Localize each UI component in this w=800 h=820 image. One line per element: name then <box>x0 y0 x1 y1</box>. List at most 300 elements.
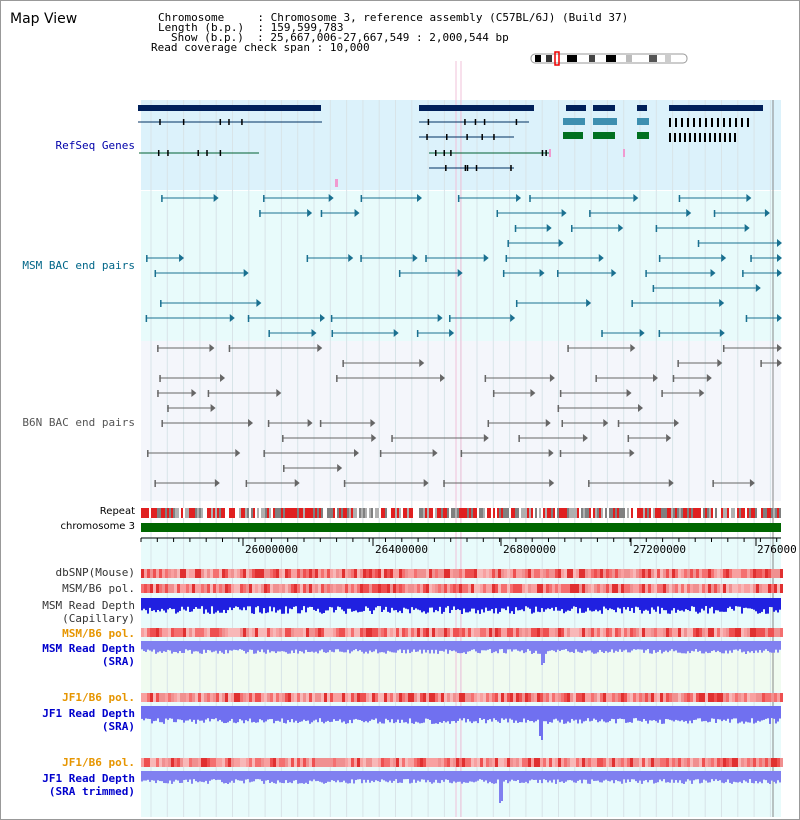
jf1-sra-depth-bar <box>243 706 245 723</box>
dbsnp-cell <box>669 569 672 578</box>
track-label-jf1-read-depth-sra-trimmed[interactable] <box>42 772 135 798</box>
jf1-b6-pol-cell <box>369 758 372 767</box>
jf1-sra-trimmed-depth-bar <box>713 771 715 781</box>
jf1-sra-trimmed-depth-bar <box>609 771 611 781</box>
jf1-sra-trimmed-depth-bar <box>317 771 319 781</box>
msm-b6-pol-cell <box>435 584 438 593</box>
jf1-sra-trimmed-depth-bar <box>545 771 547 780</box>
repeat-cell <box>147 508 149 518</box>
repeat-cell <box>453 508 455 518</box>
jf1-b6-pol-cell <box>426 758 429 767</box>
jf1-b6-pol-cell <box>549 758 552 767</box>
dbsnp-cell <box>144 569 147 578</box>
msm-sra-depth-bar <box>157 641 159 652</box>
msm-b6-pol-cell <box>384 584 387 593</box>
jf1-sra-trimmed-depth-bar <box>631 771 633 779</box>
jf1-b6-pol-cell <box>669 693 672 702</box>
msm-capillary-depth-bar <box>475 598 477 613</box>
msm-b6-pol-cell <box>357 628 360 637</box>
repeat-cell <box>295 508 297 518</box>
jf1-b6-pol-cell <box>480 693 483 702</box>
jf1-sra-trimmed-depth-bar <box>633 771 635 779</box>
msm-b6-pol-cell <box>627 584 630 593</box>
msm-sra-depth-bar <box>143 641 145 651</box>
msm-bac-pair-end <box>160 300 162 307</box>
track-label-msm-read-depth-sra[interactable] <box>42 642 135 668</box>
msm-b6-pol-cell <box>378 628 381 637</box>
repeat-cell <box>307 508 309 518</box>
dbsnp-cell <box>546 569 549 578</box>
track-label-msm-read-depth-capillary[interactable] <box>42 599 135 625</box>
msm-capillary-depth-bar <box>309 598 311 607</box>
jf1-sra-depth-bar <box>473 706 475 721</box>
jf1-sra-depth-bar <box>603 706 605 721</box>
msm-capillary-depth-bar <box>623 598 625 607</box>
jf1-b6-pol-cell <box>486 693 489 702</box>
msm-b6-pol-cell <box>495 628 498 637</box>
track-label-dbsnp[interactable] <box>56 566 135 579</box>
jf1-b6-pol-cell <box>375 693 378 702</box>
msm-b6-pol-cell <box>153 628 156 637</box>
dbsnp-cell <box>471 569 474 578</box>
dbsnp-cell <box>204 569 207 578</box>
msm-b6-pol-cell <box>495 584 498 593</box>
msm-capillary-depth-bar <box>693 598 695 607</box>
msm-b6-pol-cell <box>519 628 522 637</box>
msm-capillary-depth-bar <box>251 598 253 613</box>
exon <box>699 118 701 127</box>
jf1-b6-pol-cell <box>483 693 486 702</box>
track-label-jf1-read-depth-sra[interactable] <box>42 707 135 733</box>
jf1-b6-pol-cell <box>345 693 348 702</box>
msm-b6-pol-cell <box>243 628 246 637</box>
dbsnp-cell <box>312 569 315 578</box>
dbsnp-cell <box>660 569 663 578</box>
track-label-jf1-b6-pol-2[interactable] <box>62 756 135 769</box>
jf1-b6-pol-cell <box>291 693 294 702</box>
b6n-bac-pair-end <box>661 390 663 397</box>
repeat-cell <box>753 508 755 518</box>
msm-capillary-depth-bar <box>775 598 777 610</box>
msm-b6-pol-cell <box>219 628 222 637</box>
repeat-cell <box>429 508 431 518</box>
msm-b6-pol-cell <box>393 628 396 637</box>
jf1-sra-depth-bar <box>479 706 481 718</box>
repeat-cell <box>619 508 621 518</box>
jf1-sra-trimmed-depth-bar <box>235 771 237 779</box>
msm-sra-depth-bar <box>653 641 655 650</box>
jf1-sra-depth-bar <box>545 706 547 721</box>
dbsnp-cell <box>402 569 405 578</box>
msm-capillary-depth-bar <box>181 598 183 607</box>
jf1-b6-pol-cell <box>273 693 276 702</box>
jf1-sra-trimmed-depth-bar <box>563 771 565 783</box>
msm-b6-pol-cell <box>324 584 327 593</box>
jf1-sra-trimmed-depth-bar <box>181 771 183 783</box>
dbsnp-cell <box>552 569 555 578</box>
jf1-sra-trimmed-depth-bar <box>343 771 345 781</box>
msm-capillary-depth-bar <box>469 598 471 612</box>
dbsnp-cell <box>369 569 372 578</box>
jf1-sra-depth-bar <box>443 706 445 721</box>
msm-sra-depth-bar <box>259 641 261 652</box>
repeat-cell <box>521 508 523 518</box>
msm-b6-pol-cell <box>198 584 201 593</box>
jf1-sra-trimmed-depth-bar <box>581 771 583 783</box>
msm-sra-depth-bar <box>177 641 179 653</box>
jf1-b6-pol-cell <box>774 693 777 702</box>
msm-sra-depth-bar <box>287 641 289 654</box>
msm-sra-depth-bar <box>617 641 619 652</box>
jf1-b6-pol-cell <box>447 693 450 702</box>
msm-b6-pol-cell <box>723 584 726 593</box>
b6n-bac-pair-end <box>712 480 714 487</box>
msm-sra-depth-bar <box>579 641 581 652</box>
jf1-b6-pol-cell <box>564 758 567 767</box>
jf1-b6-pol-cell <box>156 758 159 767</box>
exon <box>705 118 707 127</box>
dbsnp-cell <box>690 569 693 578</box>
track-label-msm-b6-pol[interactable] <box>62 582 135 595</box>
msm-capillary-depth-bar <box>275 598 277 613</box>
msm-capillary-depth-bar <box>429 598 431 608</box>
msm-capillary-depth-bar <box>621 598 623 613</box>
jf1-sra-depth-bar <box>215 706 217 718</box>
msm-b6-pol-cell <box>534 628 537 637</box>
msm-capillary-depth-bar <box>659 598 661 614</box>
msm-bac-pair-end <box>331 315 333 322</box>
msm-capillary-depth-bar <box>609 598 611 608</box>
dbsnp-cell <box>636 569 639 578</box>
jf1-sra-depth-bar <box>741 706 743 721</box>
b6n-bac-pair-end <box>157 390 159 397</box>
jf1-b6-pol-cell <box>516 758 519 767</box>
jf1-b6-pol-cell <box>735 758 738 767</box>
msm-bac-pair-end <box>656 225 658 232</box>
dbsnp-cell <box>744 569 747 578</box>
jf1-b6-pol-cell <box>405 693 408 702</box>
exon <box>183 119 185 125</box>
msm-b6-pol-cell <box>543 584 546 593</box>
msm-capillary-depth-bar <box>423 598 425 611</box>
jf1-b6-pol-cell <box>729 758 732 767</box>
jf1-b6-pol-cell <box>474 758 477 767</box>
msm-b6-pol-cell <box>567 584 570 593</box>
repeat-cell <box>661 508 663 518</box>
jf1-sra-trimmed-depth-bar <box>173 771 175 782</box>
msm-b6-pol-cell <box>438 628 441 637</box>
repeat-cell <box>603 508 605 518</box>
jf1-sra-depth-bar <box>629 706 631 722</box>
msm-b6-pol-cell <box>162 584 165 593</box>
jf1-sra-trimmed-depth-bar <box>307 771 309 784</box>
msm-sra-depth-bar <box>199 641 201 653</box>
msm-sra-depth-bar <box>771 641 773 653</box>
jf1-b6-pol-cell <box>663 758 666 767</box>
jf1-b6-pol-cell <box>570 758 573 767</box>
msm-sra-depth-bar <box>395 641 397 653</box>
msm-sra-depth-bar <box>379 641 381 652</box>
jf1-sra-depth-bar <box>203 706 205 723</box>
repeat-cell <box>407 508 409 518</box>
repeat-cell <box>367 508 369 518</box>
msm-b6-pol-cell <box>546 584 549 593</box>
repeat-cell <box>531 508 533 518</box>
repeat-cell <box>189 508 191 518</box>
msm-sra-depth-bar <box>595 641 597 653</box>
jf1-b6-pol-cell <box>606 693 609 702</box>
msm-b6-pol-cell <box>525 584 528 593</box>
track-label-refseq-genes[interactable]: RefSeq Genes <box>55 139 135 152</box>
msm-b6-pol-cell <box>759 584 762 593</box>
msm-b6-pol-cell <box>441 584 444 593</box>
msm-sra-depth-bar <box>581 641 583 653</box>
jf1-b6-pol-cell <box>744 693 747 702</box>
msm-b6-pol-cell <box>669 628 672 637</box>
jf1-b6-pol-cell <box>372 758 375 767</box>
jf1-sra-depth-bar <box>197 706 199 720</box>
repeat-cell <box>423 508 425 518</box>
dbsnp-cell <box>504 569 507 578</box>
msm-sra-depth-bar <box>257 641 259 651</box>
jf1-sra-depth-bar <box>431 706 433 724</box>
repeat-cell <box>637 508 639 518</box>
msm-b6-pol-cell <box>270 584 273 593</box>
msm-capillary-depth-bar <box>497 598 499 614</box>
jf1-sra-trimmed-depth-bar <box>279 771 281 782</box>
dbsnp-cell <box>540 569 543 578</box>
jf1-b6-pol-cell <box>648 758 651 767</box>
jf1-sra-trimmed-depth-bar <box>601 771 603 782</box>
msm-b6-pol-cell <box>438 584 441 593</box>
msm-capillary-depth-bar <box>539 598 541 612</box>
dbsnp-cell <box>747 569 750 578</box>
msm-capillary-depth-bar <box>195 598 197 607</box>
exon <box>481 134 483 140</box>
jf1-b6-pol-cell <box>303 758 306 767</box>
msm-sra-depth-bar <box>521 641 523 650</box>
jf1-sra-depth-bar <box>635 706 637 718</box>
msm-b6-pol-cell <box>237 584 240 593</box>
msm-sra-depth-bar <box>527 641 529 649</box>
repeat-cell <box>757 508 759 518</box>
msm-sra-depth-bar <box>425 641 427 653</box>
jf1-b6-pol-cell <box>441 758 444 767</box>
jf1-sra-trimmed-depth-bar <box>445 771 447 779</box>
repeat-cell <box>405 508 407 518</box>
msm-b6-pol-cell <box>150 628 153 637</box>
repeat-cell <box>199 508 201 518</box>
msm-sra-depth-bar <box>643 641 645 653</box>
msm-sra-depth-bar <box>603 641 605 653</box>
msm-capillary-depth-bar <box>387 598 389 612</box>
repeat-cell <box>741 508 743 518</box>
msm-capillary-depth-bar <box>311 598 313 607</box>
jf1-b6-pol-cell <box>663 693 666 702</box>
msm-b6-pol-cell <box>558 584 561 593</box>
b6n-bac-pair-end <box>283 465 285 472</box>
jf1-sra-trimmed-depth-bar <box>621 771 623 784</box>
msm-b6-pol-cell <box>561 584 564 593</box>
jf1-sra-depth-bar <box>441 706 443 723</box>
msm-capillary-depth-bar <box>349 598 351 609</box>
msm-capillary-depth-bar <box>665 598 667 610</box>
jf1-b6-pol-cell <box>402 758 405 767</box>
jf1-b6-pol-cell <box>195 693 198 702</box>
b6n-bac-pair-end <box>677 360 679 367</box>
msm-b6-pol-cell <box>240 628 243 637</box>
jf1-sra-depth-bar <box>179 706 181 720</box>
jf1-b6-pol-cell <box>471 758 474 767</box>
jf1-sra-depth-bar <box>777 706 779 722</box>
jf1-sra-depth-bar <box>171 706 173 719</box>
msm-sra-depth-bar <box>347 641 349 650</box>
track-label-msm-bac[interactable]: MSM BAC end pairs <box>22 259 135 272</box>
repeat-cell <box>517 508 519 518</box>
jf1-sra-depth-bar <box>485 706 487 723</box>
msm-sra-depth-bar <box>273 641 275 651</box>
repeat-cell <box>415 508 417 518</box>
msm-b6-pol-cell <box>477 584 480 593</box>
jf1-sra-trimmed-depth-bar <box>157 771 159 780</box>
repeat-cell <box>169 508 171 518</box>
msm-capillary-depth-bar <box>563 598 565 613</box>
msm-b6-pol-cell <box>318 628 321 637</box>
jf1-sra-depth-bar <box>475 706 477 721</box>
jf1-b6-pol-cell <box>393 693 396 702</box>
msm-b6-pol-cell <box>228 584 231 593</box>
repeat-cell <box>421 508 423 518</box>
jf1-b6-pol-cell <box>681 693 684 702</box>
msm-sra-depth-bar <box>319 641 321 651</box>
axis-tick-label: 27200000 <box>633 543 686 556</box>
msm-capillary-depth-bar <box>531 598 533 614</box>
jf1-b6-pol-cell <box>363 758 366 767</box>
msm-capillary-depth-bar <box>209 598 211 614</box>
jf1-sra-trimmed-depth-bar <box>325 771 327 783</box>
repeat-cell <box>483 508 485 518</box>
msm-sra-depth-bar <box>487 641 489 650</box>
msm-sra-depth-bar <box>563 641 565 650</box>
jf1-b6-pol-cell <box>204 758 207 767</box>
msm-sra-depth-bar <box>459 641 461 653</box>
msm-b6-pol-cell <box>585 584 588 593</box>
jf1-sra-trimmed-depth-bar <box>323 771 325 784</box>
msm-capillary-depth-bar <box>321 598 323 614</box>
jf1-sra-depth-bar <box>269 706 271 719</box>
jf1-b6-pol-cell <box>318 693 321 702</box>
repeat-cell <box>501 508 503 518</box>
track-label-msm-b6-pol-2[interactable] <box>62 627 135 640</box>
b6n-bac-pair-end <box>461 450 463 457</box>
msm-b6-pol-cell <box>531 584 534 593</box>
msm-sra-depth-bar <box>457 641 459 653</box>
msm-b6-pol-cell <box>768 628 771 637</box>
jf1-sra-depth-bar <box>691 706 693 723</box>
jf1-b6-pol-cell <box>432 693 435 702</box>
repeat-cell <box>375 508 377 518</box>
repeat-cell <box>305 508 307 518</box>
msm-sra-depth-bar <box>285 641 287 652</box>
msm-bac-pair-end <box>571 225 573 232</box>
repeat-cell <box>331 508 333 518</box>
track-label-jf1-b6-pol[interactable] <box>62 691 135 704</box>
repeat-cell <box>551 508 553 518</box>
repeat-cell <box>163 508 165 518</box>
msm-capillary-depth-bar <box>351 598 353 612</box>
msm-capillary-depth-bar <box>689 598 691 611</box>
exon <box>729 133 731 142</box>
jf1-b6-pol-cell <box>204 693 207 702</box>
jf1-sra-depth-bar <box>625 706 627 723</box>
msm-b6-pol-cell <box>450 628 453 637</box>
info-value: 10,000 <box>329 41 370 54</box>
info-key: Length (b.p.) <box>158 21 245 34</box>
repeat-cell <box>651 508 653 518</box>
jf1-sra-trimmed-depth-bar <box>573 771 575 782</box>
repeat-cell <box>335 508 337 518</box>
jf1-sra-depth-bar <box>749 706 751 723</box>
msm-capillary-depth-bar <box>499 598 501 612</box>
repeat-cell <box>489 508 491 518</box>
msm-b6-pol-cell <box>474 628 477 637</box>
info-key: Show (b.p.) <box>171 31 244 44</box>
jf1-sra-depth-bar <box>697 706 699 718</box>
exon <box>426 134 428 140</box>
jf1-sra-depth-bar <box>569 706 571 723</box>
repeat-cell <box>281 508 283 518</box>
msm-capillary-depth-bar <box>237 598 239 607</box>
repeat-cell <box>271 508 273 518</box>
jf1-b6-pol-cell <box>279 758 282 767</box>
msm-b6-pol-cell <box>378 584 381 593</box>
msm-sra-depth-bar <box>215 641 217 651</box>
track-label-b6n-bac[interactable]: B6N BAC end pairs <box>22 416 135 429</box>
jf1-b6-pol-cell <box>201 693 204 702</box>
jf1-sra-trimmed-depth-bar <box>171 771 173 784</box>
jf1-sra-depth-bar <box>557 706 559 721</box>
msm-capillary-depth-bar <box>761 598 763 612</box>
msm-sra-depth-bar <box>193 641 195 652</box>
dbsnp-cell <box>459 569 462 578</box>
msm-b6-pol-cell <box>723 628 726 637</box>
jf1-b6-pol-cell <box>588 758 591 767</box>
jf1-b6-pol-cell <box>705 693 708 702</box>
dbsnp-cell <box>612 569 615 578</box>
jf1-sra-trimmed-depth-bar <box>643 771 645 781</box>
msm-capillary-depth-bar <box>391 598 393 608</box>
repeat-cell <box>607 508 609 518</box>
repeat-cell <box>597 508 599 518</box>
repeat-cell <box>297 508 299 518</box>
jf1-b6-pol-cell <box>651 758 654 767</box>
repeat-cell <box>737 508 739 518</box>
jf1-sra-trimmed-depth-bar <box>315 771 317 781</box>
msm-b6-pol-cell <box>552 628 555 637</box>
jf1-sra-trimmed-depth-bar <box>169 771 171 780</box>
jf1-sra-depth-bar <box>673 706 675 721</box>
msm-b6-pol-cell <box>717 584 720 593</box>
jf1-b6-pol-cell <box>459 758 462 767</box>
msm-sra-depth-bar <box>151 641 153 652</box>
repeat-cell <box>477 508 479 518</box>
repeat-cell <box>507 508 509 518</box>
jf1-sra-depth-bar <box>231 706 233 719</box>
msm-b6-pol-cell <box>192 628 195 637</box>
msm-b6-pol-cell <box>582 584 585 593</box>
msm-capillary-depth-bar <box>179 598 181 611</box>
msm-b6-pol-cell <box>747 628 750 637</box>
